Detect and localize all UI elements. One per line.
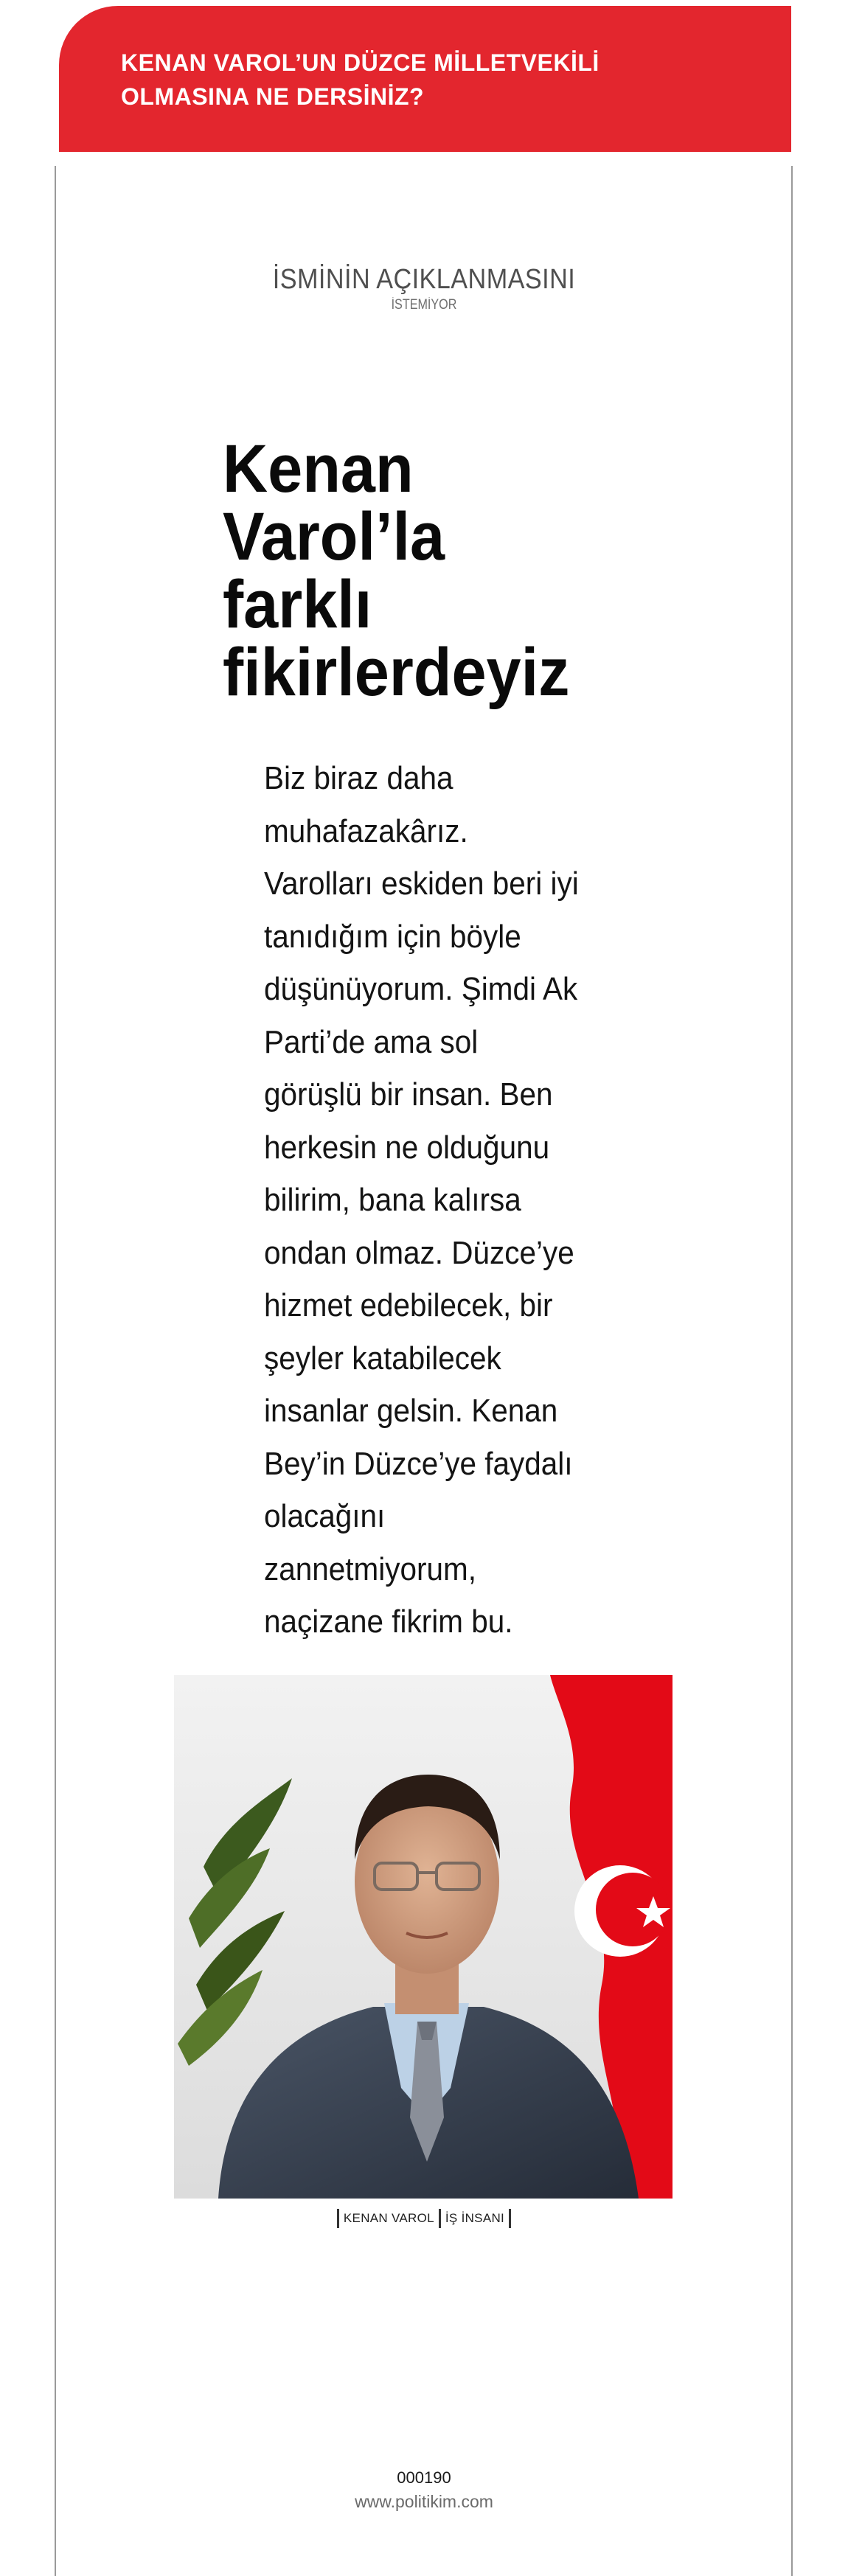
caption-divider	[337, 2209, 339, 2228]
caption-divider	[509, 2209, 511, 2228]
article-quote: Biz biraz daha muhafazakârız. Varolları eskiden beri iyi tanıdığım için böyle düşünüyorum. Şimdi Ak Parti’de ama sol görüşlü bir insan. Ben herkesin ne olduğunu bilirim, bana kalırsa ondan olmaz. Düzce’ye hizmet edebilecek, bir şeyler katabilecek insanlar gelsin. Kenan Bey’in Düzce’ye faydalı olacağını zannetmiyorum, naçizane fikrim bu.	[264, 760, 579, 1640]
page-footer	[0, 2468, 848, 2512]
question-banner	[59, 6, 791, 152]
photo-caption	[0, 2209, 848, 2228]
site-url: www.politikim.com	[355, 2492, 493, 2511]
caption-divider	[439, 2209, 441, 2228]
respondent-role: İSTEMİYOR	[391, 297, 457, 313]
respondent-block	[0, 264, 848, 313]
respondent-name: İSMİNİN AÇIKLANMASINI	[272, 264, 576, 295]
portrait-photo	[174, 1675, 673, 2199]
caption-role: İŞ İNSANI	[445, 2211, 505, 2225]
caption-name: KENAN VAROL	[343, 2211, 434, 2225]
article-headline: Kenan Varol’la farklı fikirlerdeyiz	[223, 431, 570, 710]
banner-question: KENAN VAROL’UN DÜZCE MİLLETVEKİLİ OLMASINA NE DERSİNİZ?	[121, 49, 599, 110]
page-number: 000190	[397, 2468, 451, 2487]
